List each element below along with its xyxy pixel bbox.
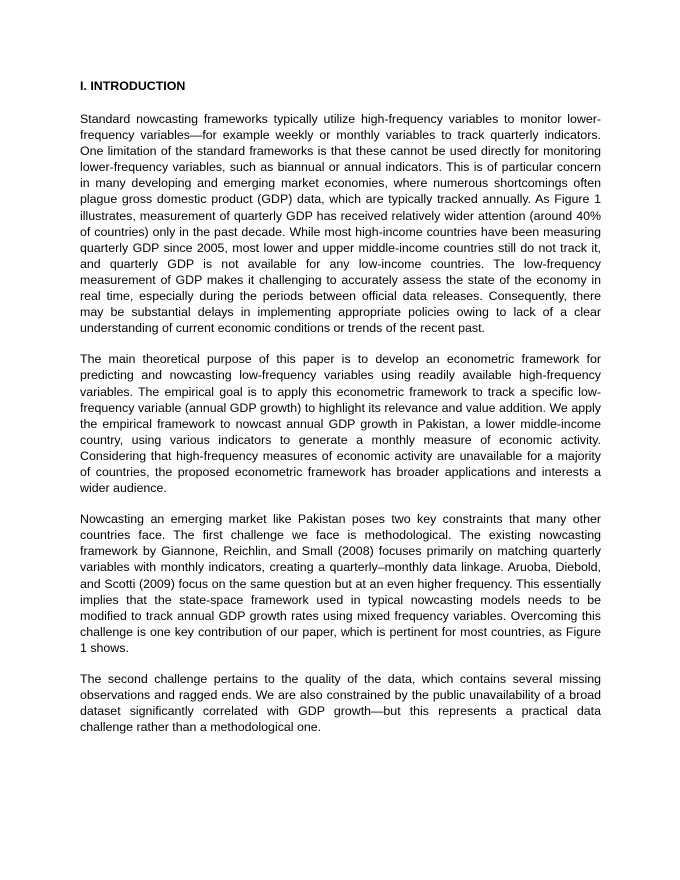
paragraph-4: The second challenge pertains to the quality of the data, which contains several missing observations and ragged ends. We are also constrained by the public unavailability of a broad dataset significantly correlated with GDP growth—but this represents a practical data challenge rather than a methodological one.: [80, 672, 601, 735]
paragraph-2: The main theoretical purpose of this paper is to develop an econometric framework for predicting and nowcasting low-frequency variables using readily available high-frequency variables. The empirical goal is to apply this econometric framework to track a specific low-frequency variable (annual GDP growth) to highlight its relevance and value addition. We apply the empirical framework to nowcast annual GDP growth in Pakistan, a lower middle-income country, using various indicators to generate a monthly measure of economic activity. Considering that high-frequency measures of economic activity are unavailable for a majority of countries, the proposed econometric framework has broader applications and interests a wider audience.: [80, 352, 601, 496]
paragraph-1: Standard nowcasting frameworks typically utilize high-frequency variables to monitor lower-frequency variables—for example weekly or monthly variables to track quarterly indicators. One limitation of the standard frameworks is that these cannot be used directly for monitoring lower-frequency variables, such as biannual or annual indicators. This is of particular concern in many developing and emerging market economies, where numerous shortcomings often plague gross domestic product (GDP) data, which are typically tracked annually. As Figure 1 illustrates, measurement of quarterly GDP has received relatively wider attention (around 40% of countries) only in the past decade. While most high-income countries have been measuring quarterly GDP since 2005, most lower and upper middle-income countries still do not track it, and quarterly GDP is not available for any low-income countries. The low-frequency measurement of GDP makes it challenging to accurately assess the state of the economy in real time, especially during the periods between official data releases. Consequently, there may be substantial delays in implementing appropriate policies owing to lack of a clear understanding of current economic conditions or trends of the recent past.: [80, 112, 601, 336]
document-page: [80, 78, 601, 750]
section-heading: I. INTRODUCTION: [80, 79, 186, 93]
paragraph-3: Nowcasting an emerging market like Pakistan poses two key constraints that many other countries face. The first challenge we face is methodological. The existing nowcasting framework by Giannone, Reichlin, and Small (2008) focuses primarily on matching quarterly variables with monthly indicators, creating a quarterly–monthly data linkage. Aruoba, Diebold, and Scotti (2009) focus on the same question but at an even higher frequency. This essentially implies that the state-space framework used in typical nowcasting models needs to be modified to track annual GDP growth rates using mixed frequency variables. Overcoming this challenge is one key contribution of our paper, which is pertinent for most countries, as Figure 1 shows.: [80, 512, 601, 655]
